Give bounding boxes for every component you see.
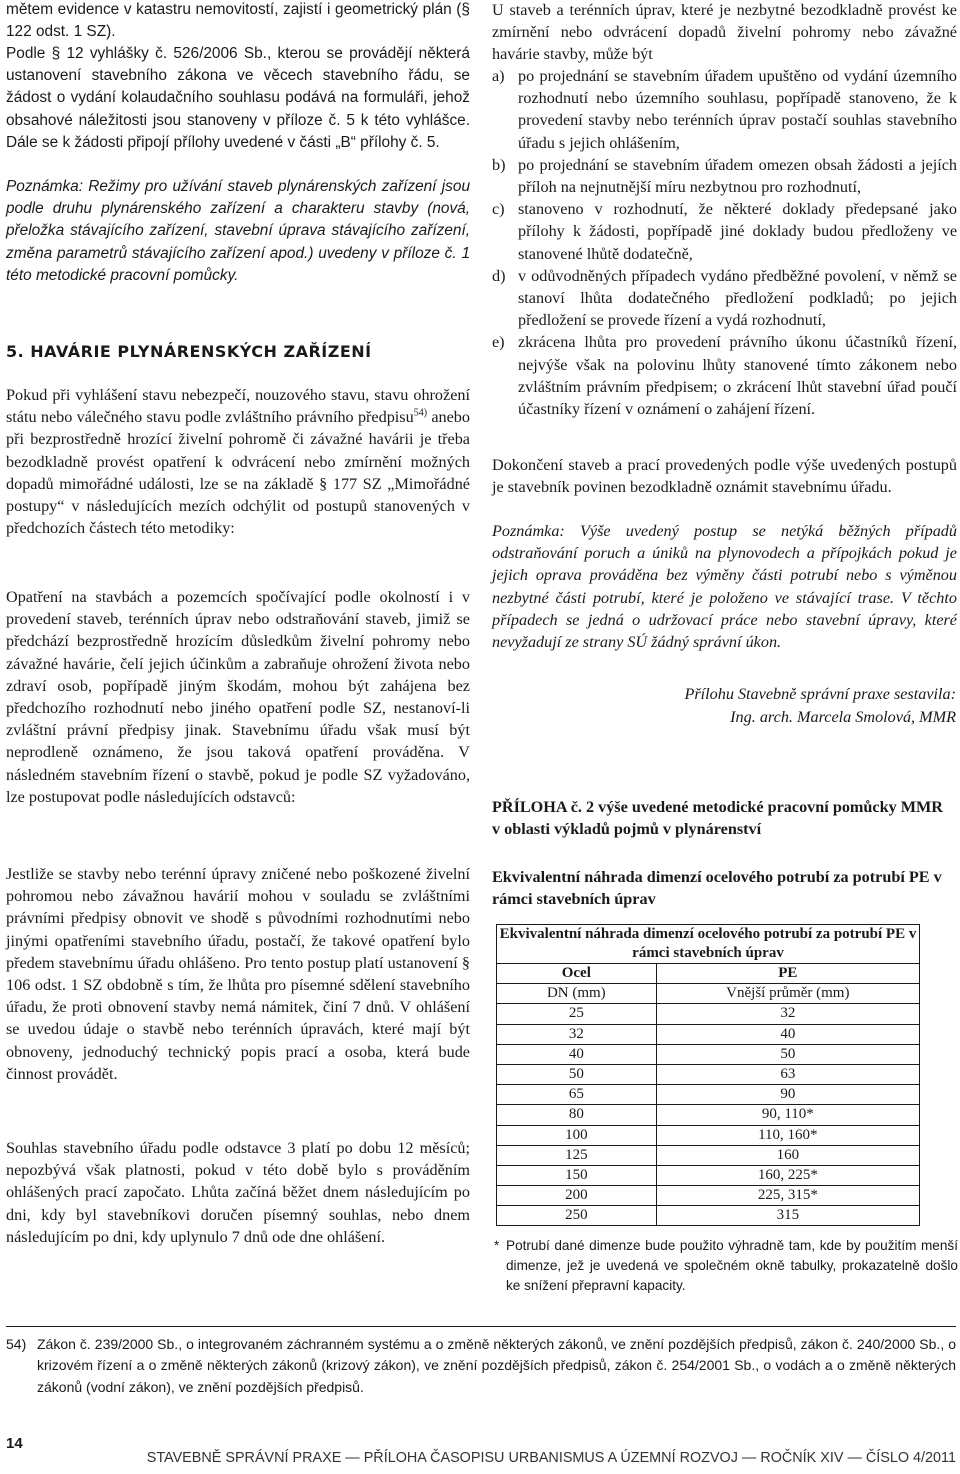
footnote-ref-54: 54) [413,407,428,419]
footnote-divider [6,1326,956,1327]
table-row [497,1206,920,1226]
table-footnote-marker: * [494,1238,500,1253]
list-item-text: stanoveno v rozhodnutí, že některé doklady předepsané jako přílohy k žádosti, popřípadě jiné doklady budou předloženy ve stanovené lhůtě dodatečně, [518,200,957,263]
list-item-text: po projednání se stavebním úřadem omezen obsah žádosti a jejích příloh na nejnutnější míru nezbytnou pro rozhodnutí, [518,155,957,197]
annex-title: PŘÍLOHA č. 2 výše uvedené metodické pracovní pomůcky MMR v oblasti výkladů pojmů v plynárenství [492,798,943,839]
paragraph-completion: Dokončení staveb a prací provedených podle výše uvedených postupů je stavebník povinen bezodkladně oznámit stavebnímu úřadu. [492,456,957,497]
page-number: 14 [6,1435,23,1452]
section-heading-5: 5. HAVÁRIE PLYNÁRENSKÝCH ZAŘÍZENÍ [6,342,372,361]
table-row [497,1085,920,1105]
cell-dn: 40 [497,1044,657,1064]
column-header-steel: Ocel [497,964,657,984]
unit-header-diameter: Vnější průměr (mm) [656,984,919,1004]
table-row [497,1024,920,1044]
list-item [492,331,957,420]
running-footer: STAVEBNĚ SPRÁVNÍ PRAXE — PŘÍLOHA ČASOPISU URBANISMUS A ÚZEMNÍ ROZVOJ — ROČNÍK XIV — ČÍSLO 4/2011 [146,1450,956,1466]
paragraph-urgent-works: U staveb a terénních úprav, které je nezbytné bezodkladně provést ke zmírnění nebo odvrácení dopadů živelní pohromy nebo závažné havárie stavby, může být [492,1,957,64]
list-marker: a) [492,67,505,85]
cell-pe: 225, 315* [656,1186,919,1206]
paragraph-restoration: Jestliže se stavby nebo terénní úpravy zničené nebo poškozené živelní pohromou nebo závažnou havárií mohou v souladu se zvláštními právními předpisy obnovit ve shodě s původními rozhodnutími nebo jinými opatřeními stavebního úřadu, postačí, že takové opatření bylo předem stavebnímu úřadu ohlášeno. Pro tento postup platí ustanovení § 106 odst. 1 SZ obdobně s tím, že lhůta pro písemné sdělení stavebního úřadu, že proti obnovení stavby nemá námitek, činí 7 dnů. V ohlášení se uvedou údaje o stavbě nebo terénních úpravách, které mají být obnoveny, jednoduchý technický popis prací a osoba, která bude činnost provádět. [6,865,470,1083]
paragraph-emergency [6,384,470,539]
cell-pe: 90, 110* [656,1105,919,1125]
list-marker: b) [492,155,506,174]
table-row [497,1105,920,1125]
table-row [497,1186,920,1206]
cell-pe: 63 [656,1064,919,1084]
cell-pe: 40 [656,1024,919,1044]
cell-pe: 50 [656,1044,919,1064]
cell-pe: 32 [656,1004,919,1024]
cell-pe: 160 [656,1145,919,1165]
signature-line-1: Přílohu Stavebně správní praxe sestavila: [684,685,956,703]
cell-dn: 50 [497,1064,657,1084]
cell-dn: 80 [497,1105,657,1125]
paragraph-decree-526: Podle § 12 vyhlášky č. 526/2006 Sb., kterou se provádějí některá ustanovení stavebního zákona ve věcech stavebního řádu, se žádost o vydání kolaudačního souhlasu podává na formuláři, jehož obsahové náležitosti jsou stanoveny v příloze č. 5 k této vyhlášce. Dále se k žádosti připojí přílohy uvedené v části „B“ přílohy č. 5. [6,45,470,151]
footnote-text: Zákon č. 239/2000 Sb., o integrovaném záchranném systému a o změně některých zákonů, ve znění pozdějších předpisů, zákon č. 240/2000 Sb., o krizovém řízení a o změně některých zákonů (krizový zákon), ve znění pozdějších předpisů, zákon č. 254/2001 Sb., o vodách a o změně některých zákonů (vodní zákon), ve znění pozdějších předpisů. [37,1336,956,1395]
cell-pe: 315 [656,1206,919,1226]
list-item [492,198,957,265]
equivalence-table [496,924,920,1226]
table-row [497,1125,920,1145]
column-header-pe: PE [656,964,919,984]
paragraph-emergency-text-a: Pokud při vyhlášení stavu nebezpečí, nouzového stavu, stavu ohrožení státu nebo válečného stavu podle zvláštního právního předpisu [6,386,470,427]
cell-dn: 200 [497,1186,657,1206]
list-item-text: zkrácena lhůta pro provedení právního úkonu účastníků řízení, nejvýše však na polovinu lhůty stanovené tímto zákonem nebo zvláštním právním předpisem; o zkrácení lhůt stavební úřad poučí účastníky řízení v oznámení o zahájení řízení. [518,333,957,419]
list-marker: e) [492,333,505,352]
note-repairs: Poznámka: Výše uvedený postup se netýká běžných případů odstraňování poruch a úniků na plynovodech a přípojkách pokud je jejich oprava prováděna bez výměny části potrubí nebo s výměnou nezbytné části potrubí, které je položeno ve stávající trase. V těchto případech se jedná o udržovací práce nebo stavební úpravy, které nevyžadují ze strany SÚ žádný správní úkon. [492,522,957,652]
list-marker: c) [492,200,505,219]
table-row [497,1044,920,1064]
list-item [492,265,957,332]
table-row [497,1165,920,1185]
table-subtitle: Ekvivalentní náhrada dimenzí ocelového potrubí za potrubí PE v rámci stavebních úprav [492,868,942,909]
list-item [492,65,957,154]
table-footnote [492,1236,958,1296]
cell-dn: 125 [497,1145,657,1165]
table-title: Ekvivalentní náhrada dimenzí ocelového potrubí za potrubí PE v rámci stavebních úprav [497,925,920,964]
procedure-list [492,65,957,420]
cell-dn: 32 [497,1024,657,1044]
footnote-marker: 54) [6,1336,27,1352]
paragraph-emergency-text-b: anebo při bezprostředně hrozící živelní pohromě či závažné havárii je třeba bezodkladně provést opatření k odvrácení nebo zmírnění možných dopadů mimořádné události, lze se na základě § 177 SZ „Mimořádné postupy“ v následujících mezích odchýlit od postupů stanovených v předchozích částech této metodiky: [6,408,470,538]
paragraph-measures: Opatření na stavbách a pozemcích spočívající podle okolností i v provedení staveb, terénních úprav nebo odstraňování staveb, jimiž se předchází bezprostředně hrozícím důsledkům živelní pohromy nebo závažné havárie, čelí jejich účinkům a zabraňuje ohrožení života nebo zdraví osob, popřípadě jiným škodám, mohou být zahájena bez předchozího rozhodnutí nebo jiného opatření podle SZ, nestanoví-li zvláštní právní předpisy jinak. Stavebnímu úřadu však musí být neprodleně oznámeno, že jsou taková opatření prováděna. V následném stavebním řízení o stavbě, pokud je podle SZ vyžadováno, lze postupovat podle následujících odstavců: [6,588,470,806]
list-item-text: v odůvodněných případech vydáno předběžné povolení, v němž se stanoví lhůta dodatečného předložení podkladů; po jejich předložení se provede řízení a vydá rozhodnutí, [518,266,957,330]
unit-header-dn: DN (mm) [497,984,657,1004]
cell-dn: 150 [497,1165,657,1185]
cell-pe: 90 [656,1085,919,1105]
note-gas-facilities: Poznámka: Režimy pro užívání staveb plynárenských zařízení jsou podle druhu plynárenského zařízení a charakteru stavby (nová, přeložka stávajícího zařízení, stavební úprava stávajícího zařízení, změna parametrů stávajícího zařízení apod.) uvedeny v příloze č. 1 této metodické pracovní pomůcky. [6,178,470,284]
table-footnote-text: Potrubí dané dimenze bude použito výhradně tam, kde by použitím menší dimenze, jež je uvedená ve společném okně tabulky, prokazatelně došlo ke snížení přepravní kapacity. [506,1238,958,1293]
signature-line-2: Ing. arch. Marcela Smolová, MMR [730,708,956,726]
cell-dn: 250 [497,1206,657,1226]
footnote-54 [6,1334,956,1398]
table-row [497,1004,920,1024]
list-marker: d) [492,266,506,285]
cell-pe: 160, 225* [656,1165,919,1185]
cell-pe: 110, 160* [656,1125,919,1145]
list-item-text: po projednání se stavebním úřadem upuštěno od vydání územního rozhodnutí nebo územního souhlasu, popřípadě stanoveno, že k provedení stavby nebo terénních úprav postačí souhlas stavebního úřadu s jejich ohlášením, [518,67,957,152]
table-row [497,1145,920,1165]
cell-dn: 65 [497,1085,657,1105]
paragraph-cadastre: mětem evidence v katastru nemovitostí, zajistí i geometrický plán (§ 122 odst. 1 SZ). [6,1,470,41]
paragraph-consent-validity: Souhlas stavebního úřadu podle odstavce 3 platí po dobu 12 měsíců; nepozbývá však platnosti, pokud v této době bylo s prováděním ohlášených prací započato. Lhůta začíná běžet dnem následujícím po dni, kdy byl stavebníkovi doručen písemný souhlas, nebo dnem následujícím po dni, kdy uplynulo 7 dnů ode dne ohlášení. [6,1139,470,1246]
cell-dn: 25 [497,1004,657,1024]
table-row [497,1064,920,1084]
list-item [492,154,957,198]
cell-dn: 100 [497,1125,657,1145]
